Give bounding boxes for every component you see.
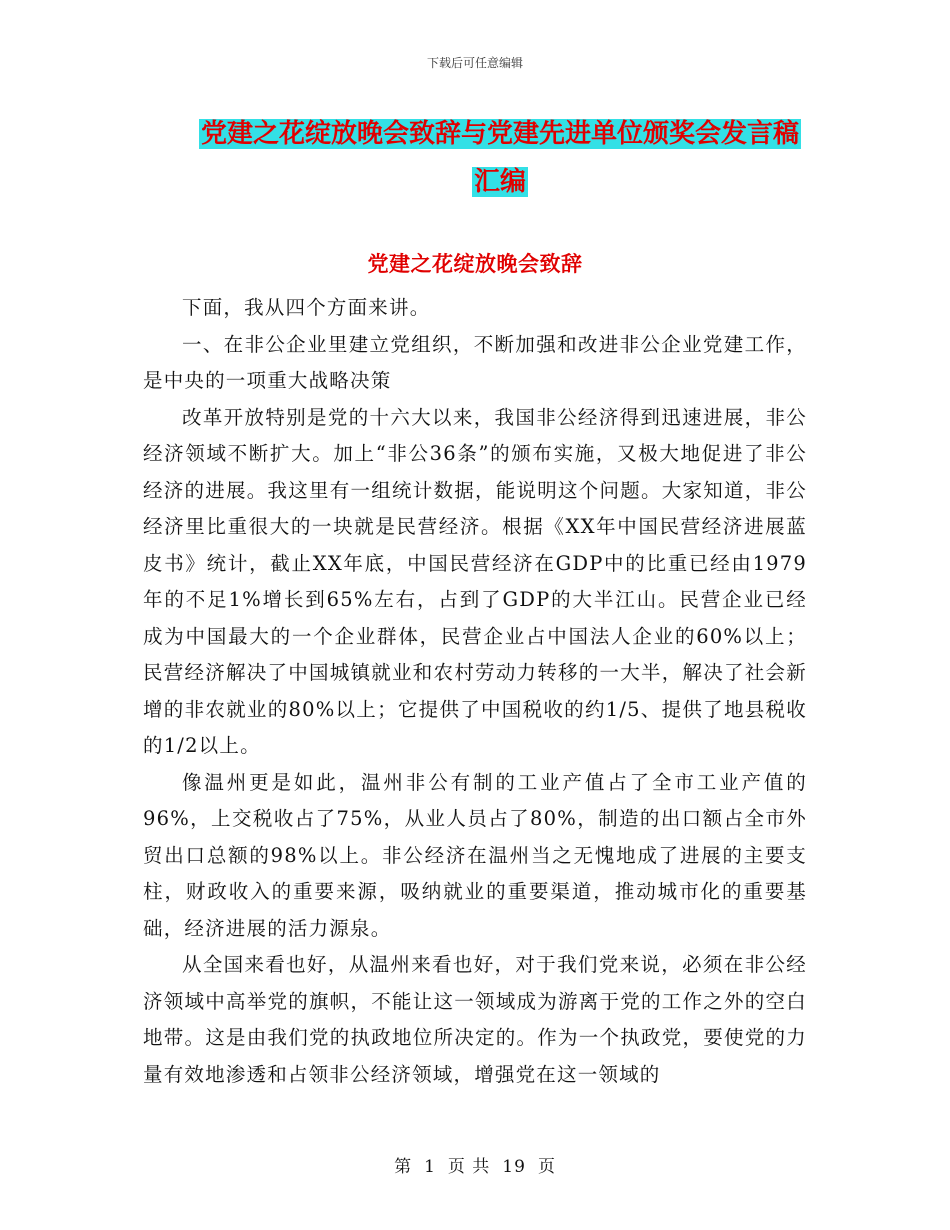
paragraph: 像温州更是如此，温州非公有制的工业产值占了全市工业产值的96%，上交税收占了75%，从业人员占了80%，制造的出口额占全市外贸出口总额的98%以上。非公经济在温州当之无愧地成了进展的主要支柱，财政收入的重要来源，吸纳就业的重要渠道，推动城市化的重要基础，经济进展的活力源泉。 [143,770,807,940]
paragraph: 一、在非公企业里建立党组织，不断加强和改进非公企业党建工作，是中央的一项重大战略决策 [143,332,807,392]
footer-suffix: 页 [537,1157,556,1177]
footer-total-pages: 19 [502,1157,526,1177]
document-body [143,290,807,1093]
main-title-line-2: 汇编 [473,167,526,197]
paragraph: 下面，我从四个方面来讲。 [182,296,431,319]
footer-page-number: 1 [424,1157,436,1177]
main-title-line-1: 党建之花绽放晚会致辞与党建先进单位颁奖会发言稿 [200,119,799,149]
footer-prefix: 第 [394,1157,413,1177]
page-footer [0,1152,950,1177]
paragraph: 改革开放特别是党的十六大以来，我国非公经济得到迅速进展，非公经济领域不断扩大。加上“非公36条”的颁布实施，又极大地促进了非公经济的进展。我这里有一组统计数据，能说明这个问题。大家知道，非公经济里比重很大的一块就是民营经济。根据《XX年中国民营经济进展蓝皮书》统计，截止XX年底，中国民营经济在GDP中的比重已经由1979年的不足1%增长到65%左右，占到了GDP的大半江山。民营企业已经成为中国最大的一个企业群体，民营企业占中国法人企业的60%以上；民营经济解决了中国城镇就业和农村劳动力转移的一大半，解决了社会新增的非农就业的80%以上；它提供了中国税收的约1/5、提供了地县税收的1/2以上。 [143,405,807,757]
paragraph: 从全国来看也好，从温州来看也好，对于我们党来说，必须在非公经济领域中高举党的旗帜，不能让这一领域成为游离于党的工作之外的空白地带。这是由我们党的执政地位所决定的。作为一个执政党，要使党的力量有效地渗透和占领非公经济领域，增强党在这一领域的 [143,953,807,1086]
footer-middle: 页 共 [447,1157,491,1177]
main-title [160,110,840,206]
section-title: 党建之花绽放晚会致辞 [367,252,583,276]
header-note: 下载后可任意编辑 [426,56,523,70]
